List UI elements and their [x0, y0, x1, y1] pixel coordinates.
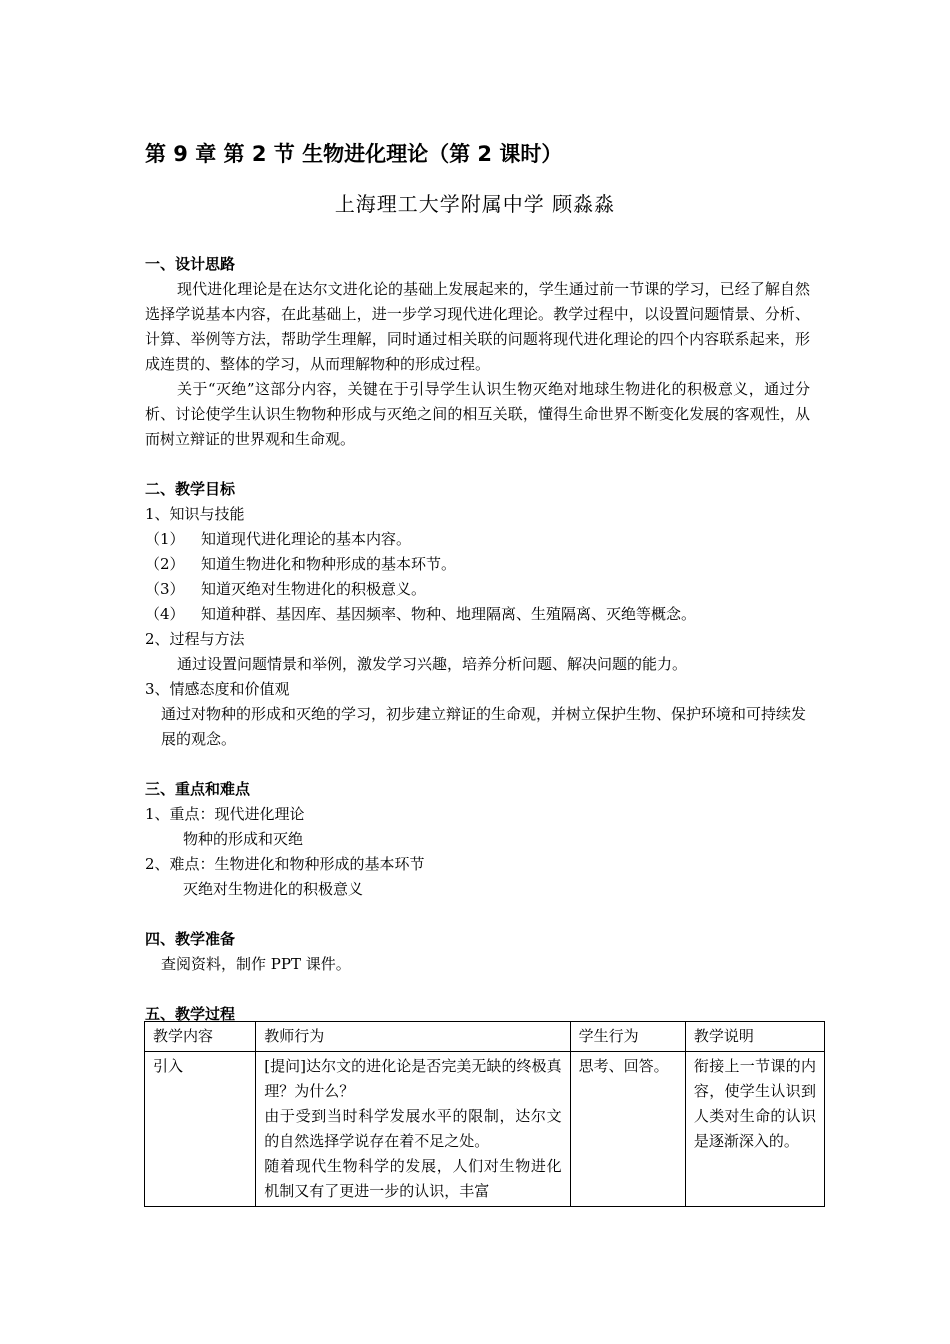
section-heading-goals: 二、教学目标: [145, 480, 236, 498]
paragraph: 通过对物种的形成和灭绝的学习，初步建立辩证的生命观，并树立保护生物、保护环境和可持续发展的观念。: [161, 705, 807, 748]
subheading: 2、过程与方法: [145, 630, 245, 648]
list-number: （2）: [145, 555, 185, 573]
page-title: 第 9 章 第 2 节 生物进化理论（第 2 课时）: [145, 142, 563, 166]
list-item: [145, 577, 810, 602]
list-text: 知道现代进化理论的基本内容。: [201, 530, 412, 548]
list-number: （4）: [145, 605, 185, 623]
key-point: 1、重点：现代进化理论: [145, 805, 305, 823]
table-header-row: [145, 1022, 825, 1052]
list-number: （1）: [145, 530, 185, 548]
table-cell: 衔接上一节课的内容，使学生认识到人类对生命的认识是逐渐深入的。: [685, 1052, 824, 1207]
list-text: 知道生物进化和物种形成的基本环节。: [201, 555, 457, 573]
section-heading-preparation: 四、教学准备: [145, 930, 236, 948]
table-cell: 引入: [145, 1052, 256, 1207]
table-header-cell: 教学说明: [685, 1022, 824, 1052]
key-point-detail: 物种的形成和灭绝: [183, 830, 304, 848]
author-line: 上海理工大学附属中学 顾淼淼: [334, 192, 616, 216]
difficult-point-detail: 灭绝对生物进化的积极意义: [183, 880, 364, 898]
table-header-cell: 教师行为: [256, 1022, 570, 1052]
paragraph: 现代进化理论是在达尔文进化论的基础上发展起来的，学生通过前一节课的学习，已经了解自然选择学说基本内容，在此基础上，进一步学习现代进化理论。教学过程中，以设置问题情景、分析、计算、举例等方法，帮助学生理解，同时通过相关联的问题将现代进化理论的四个内容联系起来，形成连贯的、整体的学习，从而理解物种的形成过程。: [145, 280, 810, 373]
cell-line: 由于受到当时科学发展水平的限制，达尔文的自然选择学说存在着不足之处。: [264, 1107, 562, 1150]
table-cell: 思考、回答。: [570, 1052, 685, 1207]
list-item: [145, 602, 810, 627]
difficult-point: 2、难点：生物进化和物种形成的基本环节: [145, 855, 425, 873]
table-header-cell: 学生行为: [570, 1022, 685, 1052]
list-text: 知道灭绝对生物进化的积极意义。: [201, 580, 427, 598]
table-cell: [256, 1052, 570, 1207]
document-body: [145, 252, 810, 1027]
subheading: 3、情感态度和价值观: [145, 680, 290, 698]
paragraph: 关于“灭绝”这部分内容，关键在于引导学生认识生物灭绝对地球生物进化的积极意义，通过分析、讨论使学生认识生物物种形成与灭绝之间的相互关联，懂得生命世界不断变化发展的客观性，从而树立辩证的世界观和生命观。: [145, 380, 810, 448]
cell-line: 随着现代生物科学的发展，人们对生物进化机制又有了更进一步的认识，丰富: [264, 1157, 562, 1200]
section-heading-process: 五、教学过程: [145, 1005, 236, 1023]
cell-line: [提问]达尔文的进化论是否完美无缺的终极真理？为什么？: [264, 1057, 562, 1100]
list-text: 知道种群、基因库、基因频率、物种、地理隔离、生殖隔离、灭绝等概念。: [201, 605, 697, 623]
list-item: [145, 527, 810, 552]
paragraph: 通过设置问题情景和举例，激发学习兴趣，培养分析问题、解决问题的能力。: [177, 655, 688, 673]
section-heading-design: 一、设计思路: [145, 255, 236, 273]
subheading: 1、知识与技能: [145, 505, 245, 523]
table-header-cell: 教学内容: [145, 1022, 256, 1052]
table-row: [145, 1052, 825, 1207]
section-heading-keypoints: 三、重点和难点: [145, 780, 251, 798]
paragraph: 查阅资料，制作 PPT 课件。: [161, 955, 351, 973]
list-item: [145, 552, 810, 577]
teaching-process-table: [144, 1021, 825, 1207]
list-number: （3）: [145, 580, 185, 598]
